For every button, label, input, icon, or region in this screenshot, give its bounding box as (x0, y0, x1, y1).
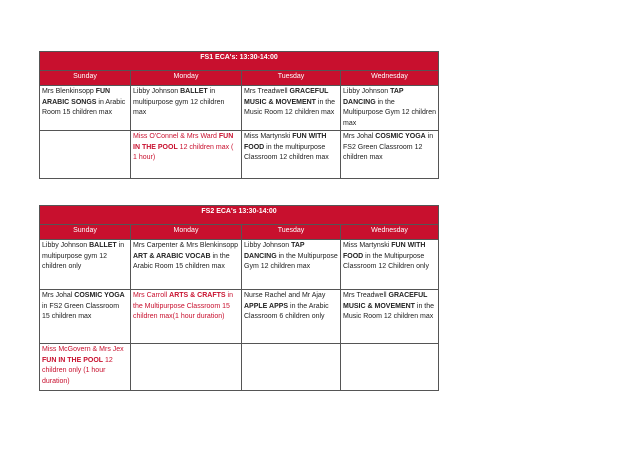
activity-bold: APPLE APPS (244, 302, 289, 310)
activity-post: in multipurpose gym 12 children max (133, 88, 225, 116)
activity-pre: Mrs Treadwell (343, 292, 389, 299)
activity-post: in FS2 Green Classroom 15 children max (42, 302, 120, 320)
fs1-cell (40, 86, 131, 131)
activity-pre: Mrs Johal (343, 133, 376, 140)
activity-pre: Mrs Carroll (133, 292, 170, 299)
fs1-day-sunday: Sunday (40, 71, 131, 86)
activity-pre: Mrs Blenkinsopp (42, 88, 96, 95)
fs2-cell (131, 240, 242, 290)
activity-pre: Mrs Carpenter & Mrs Blenkinsopp (133, 242, 239, 249)
activity-pre: Nurse Rachel and Mr Ajay (244, 292, 326, 299)
fs1-cell (131, 131, 242, 179)
fs2-cell (242, 290, 341, 344)
activity-post: in the Music Room 12 children max (244, 98, 336, 116)
fs1-cell (131, 86, 242, 131)
fs2-cell (131, 344, 242, 391)
activity-post: 12 children max ( 1 hour) (133, 143, 234, 161)
fs2-cell (40, 344, 131, 391)
activity-pre: Miss Martynski (244, 133, 293, 140)
activity-pre: Libby Johnson (133, 88, 181, 95)
activity-post: in the multipurpose Classroom 12 children max (244, 143, 329, 161)
activity-bold: COSMIC YOGA (74, 292, 125, 299)
activity-bold: FUN IN THE POOL (42, 356, 104, 364)
activity-bold: GRACEFUL MUSIC & MOVEMENT (244, 88, 329, 106)
fs2-cell (341, 344, 439, 391)
fs1-cell (341, 86, 439, 131)
activity-post: in the Multipurpose Classroom 15 children max(1 hour duration) (133, 292, 233, 320)
fs2-day-sunday: Sunday (40, 225, 131, 240)
fs2-title: FS2 ECA's 13:30-14:00 (40, 206, 439, 225)
activity-pre: Miss McGovern & Mrs Jex (42, 346, 124, 353)
activity-post: in the Multipurpose Gym 12 children max (244, 252, 338, 270)
fs1-cell (242, 131, 341, 179)
fs2-schedule-table (39, 205, 439, 391)
fs1-cell (242, 86, 341, 131)
activity-bold: TAP DANCING (343, 88, 404, 106)
activity-bold: FUN IN THE POOL (133, 133, 234, 151)
activity-post: 12 children only (1 hour duration) (42, 356, 113, 385)
activity-post: in multipurpose gym 12 children only (42, 242, 125, 270)
activity-pre: Mrs Treadwell (244, 88, 290, 95)
activity-bold: FUN WITH FOOD (343, 242, 426, 260)
fs2-cell (341, 240, 439, 290)
fs2-day-wednesday: Wednesday (341, 225, 439, 240)
activity-post: in the Arabic Classroom 6 children only (244, 302, 329, 320)
activity-post: in the Arabic Room 15 children max (133, 252, 230, 270)
fs2-cell (242, 344, 341, 391)
activity-bold: COSMIC YOGA (375, 133, 426, 140)
fs2-day-monday: Monday (131, 225, 242, 240)
fs1-day-tuesday: Tuesday (242, 71, 341, 86)
fs2-cell (131, 290, 242, 344)
activity-pre: Libby Johnson (343, 88, 391, 95)
fs1-title: FS1 ECA's: 13:30-14:00 (40, 52, 439, 71)
fs2-cell (40, 290, 131, 344)
activity-post: in the Multipurpose Gym 12 children max (343, 98, 436, 127)
activity-pre: Libby Johnson (244, 242, 292, 249)
fs1-schedule-table (39, 51, 439, 179)
activity-pre: Libby Johnson (42, 242, 90, 249)
activity-bold: BALLET (180, 88, 208, 95)
activity-bold: TAP DANCING (244, 242, 305, 260)
fs2-cell (242, 240, 341, 290)
fs2-day-tuesday: Tuesday (242, 225, 341, 240)
fs1-day-monday: Monday (131, 71, 242, 86)
fs1-cell (40, 131, 131, 179)
fs2-cell (341, 290, 439, 344)
activity-bold: GRACEFUL MUSIC & MOVEMENT (343, 292, 428, 310)
activity-bold: ARTS & CRAFTS (169, 292, 226, 299)
activity-pre: Mrs Johal (42, 292, 75, 299)
activity-post: in the Music Room 12 children max (343, 302, 435, 320)
activity-pre: Miss O'Connel & Mrs Ward (133, 133, 219, 140)
fs2-cell (40, 240, 131, 290)
activity-bold: ART & ARABIC VOCAB (133, 252, 211, 260)
activity-post: in Arabic Room 15 children max (42, 98, 126, 116)
fs1-cell (341, 131, 439, 179)
activity-post: in the Multipurpose Classroom 12 Children only (343, 252, 429, 270)
activity-bold: FUN WITH FOOD (244, 133, 327, 151)
fs1-day-wednesday: Wednesday (341, 71, 439, 86)
activity-post: in FS2 Green Classroom 12 children max (343, 133, 434, 161)
activity-pre: Miss Martynski (343, 242, 392, 249)
activity-bold: BALLET (89, 242, 117, 249)
activity-bold: FUN ARABIC SONGS (42, 88, 111, 106)
